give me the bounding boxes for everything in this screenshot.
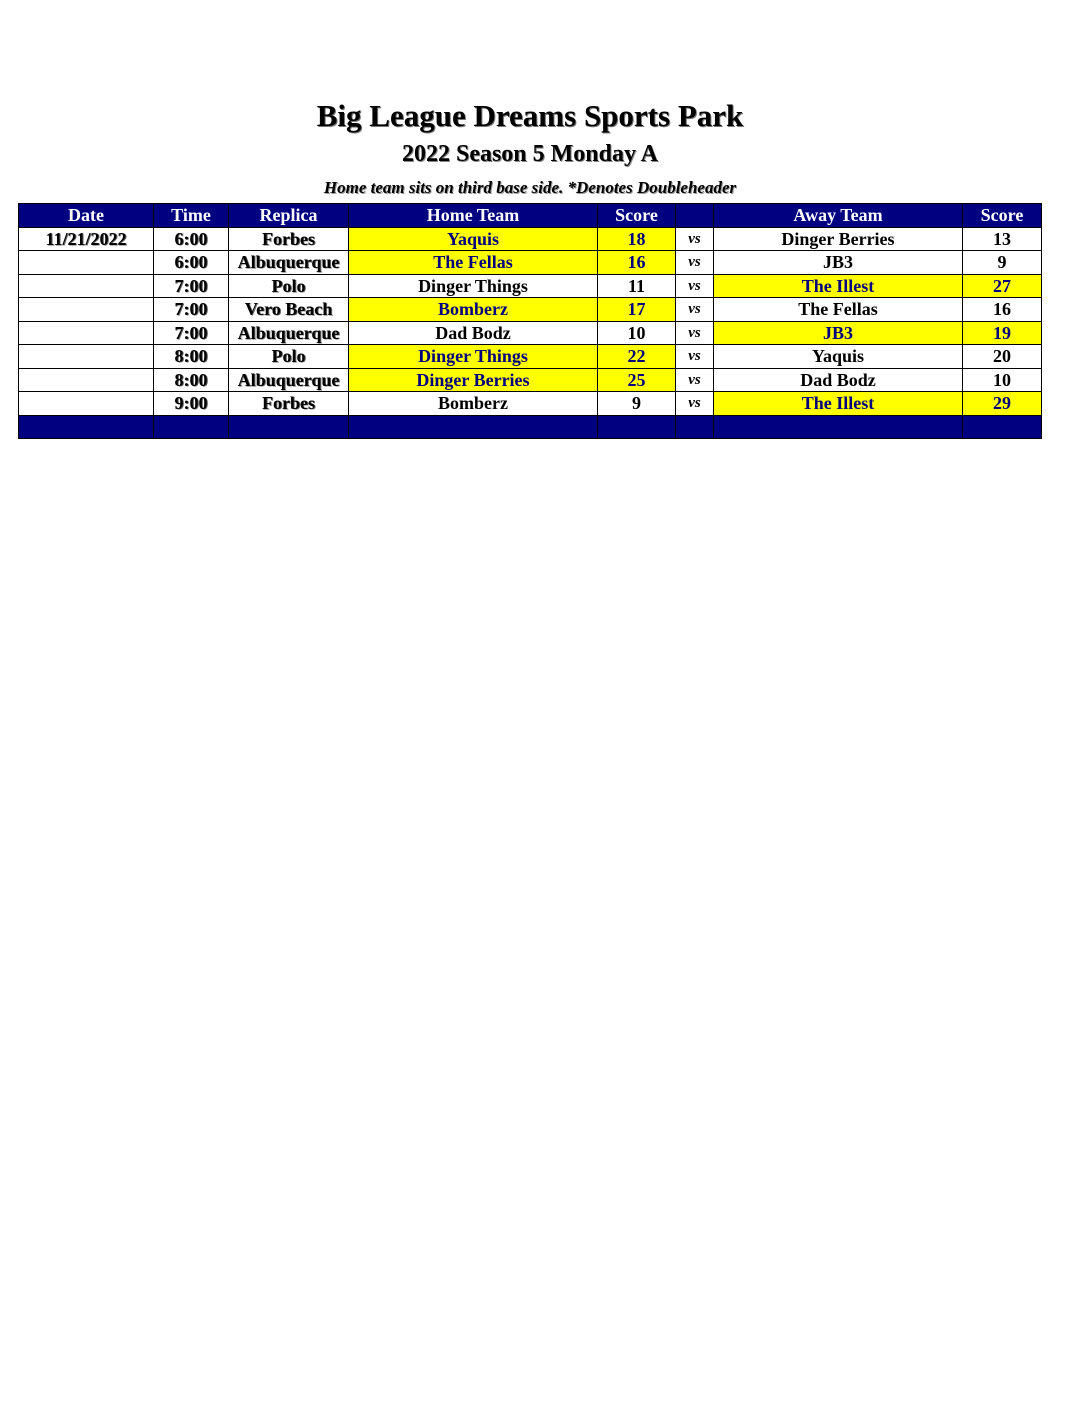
home-team-cell: Dinger Things bbox=[349, 345, 598, 369]
footer-cell bbox=[714, 415, 963, 439]
vs-cell: vs bbox=[676, 345, 714, 369]
footer-cell bbox=[19, 415, 154, 439]
footer-cell bbox=[598, 415, 676, 439]
table-row bbox=[19, 345, 1042, 369]
replica-cell: Forbes bbox=[229, 227, 349, 251]
away-score-cell: 10 bbox=[963, 368, 1042, 392]
col-header-time: Time bbox=[154, 204, 229, 228]
date-cell bbox=[19, 321, 154, 345]
col-header-away-team: Away Team bbox=[714, 204, 963, 228]
replica-cell: Forbes bbox=[229, 392, 349, 416]
home-team-cell: Dinger Things bbox=[349, 274, 598, 298]
col-header-home-team: Home Team bbox=[349, 204, 598, 228]
date-cell bbox=[19, 392, 154, 416]
table-row bbox=[19, 368, 1042, 392]
home-score-cell: 11 bbox=[598, 274, 676, 298]
replica-cell: Albuquerque bbox=[229, 251, 349, 275]
home-score-cell: 18 bbox=[598, 227, 676, 251]
away-score-cell: 29 bbox=[963, 392, 1042, 416]
away-team-cell: Dad Bodz bbox=[714, 368, 963, 392]
date-cell: 11/21/2022 bbox=[19, 227, 154, 251]
vs-cell: vs bbox=[676, 368, 714, 392]
date-cell bbox=[19, 368, 154, 392]
footer-cell bbox=[349, 415, 598, 439]
away-score-cell: 20 bbox=[963, 345, 1042, 369]
date-cell bbox=[19, 274, 154, 298]
home-score-cell: 22 bbox=[598, 345, 676, 369]
away-score-cell: 16 bbox=[963, 298, 1042, 322]
schedule-note: Home team sits on third base side. *Denotes Doubleheader bbox=[323, 178, 737, 197]
table-row bbox=[19, 392, 1042, 416]
away-score-cell: 9 bbox=[963, 251, 1042, 275]
header-row bbox=[19, 204, 1042, 228]
replica-cell: Albuquerque bbox=[229, 321, 349, 345]
home-team-cell: Yaquis bbox=[349, 227, 598, 251]
footer-cell bbox=[154, 415, 229, 439]
footer-row bbox=[19, 415, 1042, 439]
time-cell: 7:00 bbox=[154, 274, 229, 298]
date-cell bbox=[19, 345, 154, 369]
home-score-cell: 9 bbox=[598, 392, 676, 416]
away-team-cell: JB3 bbox=[714, 321, 963, 345]
away-team-cell: Yaquis bbox=[714, 345, 963, 369]
away-team-cell: The Illest bbox=[714, 274, 963, 298]
col-header-vs bbox=[676, 204, 714, 228]
replica-cell: Vero Beach bbox=[229, 298, 349, 322]
replica-cell: Albuquerque bbox=[229, 368, 349, 392]
footer-cell bbox=[676, 415, 714, 439]
away-team-cell: The Fellas bbox=[714, 298, 963, 322]
away-team-cell: Dinger Berries bbox=[714, 227, 963, 251]
page-title: Big League Dreams Sports Park bbox=[316, 98, 744, 133]
home-team-cell: Dad Bodz bbox=[349, 321, 598, 345]
away-score-cell: 27 bbox=[963, 274, 1042, 298]
table-row bbox=[19, 251, 1042, 275]
home-team-cell: The Fellas bbox=[349, 251, 598, 275]
away-score-cell: 19 bbox=[963, 321, 1042, 345]
away-team-cell: JB3 bbox=[714, 251, 963, 275]
schedule-table bbox=[18, 203, 1042, 439]
date-cell bbox=[19, 251, 154, 275]
home-team-cell: Bomberz bbox=[349, 392, 598, 416]
table-row bbox=[19, 321, 1042, 345]
replica-cell: Polo bbox=[229, 274, 349, 298]
vs-cell: vs bbox=[676, 227, 714, 251]
away-team-cell: The Illest bbox=[714, 392, 963, 416]
table-row bbox=[19, 298, 1042, 322]
vs-cell: vs bbox=[676, 298, 714, 322]
col-header-away-score: Score bbox=[963, 204, 1042, 228]
col-header-replica: Replica bbox=[229, 204, 349, 228]
time-cell: 7:00 bbox=[154, 321, 229, 345]
home-score-cell: 25 bbox=[598, 368, 676, 392]
table-row bbox=[19, 274, 1042, 298]
time-cell: 6:00 bbox=[154, 227, 229, 251]
replica-cell: Polo bbox=[229, 345, 349, 369]
vs-cell: vs bbox=[676, 251, 714, 275]
date-cell bbox=[19, 298, 154, 322]
time-cell: 7:00 bbox=[154, 298, 229, 322]
away-score-cell: 13 bbox=[963, 227, 1042, 251]
home-score-cell: 10 bbox=[598, 321, 676, 345]
home-score-cell: 17 bbox=[598, 298, 676, 322]
col-header-date: Date bbox=[19, 204, 154, 228]
home-score-cell: 16 bbox=[598, 251, 676, 275]
time-cell: 6:00 bbox=[154, 251, 229, 275]
vs-cell: vs bbox=[676, 321, 714, 345]
vs-cell: vs bbox=[676, 274, 714, 298]
table-row bbox=[19, 227, 1042, 251]
time-cell: 8:00 bbox=[154, 345, 229, 369]
footer-cell bbox=[229, 415, 349, 439]
time-cell: 9:00 bbox=[154, 392, 229, 416]
home-team-cell: Bomberz bbox=[349, 298, 598, 322]
time-cell: 8:00 bbox=[154, 368, 229, 392]
home-team-cell: Dinger Berries bbox=[349, 368, 598, 392]
vs-cell: vs bbox=[676, 392, 714, 416]
season-subtitle: 2022 Season 5 Monday A bbox=[401, 141, 659, 167]
col-header-home-score: Score bbox=[598, 204, 676, 228]
footer-cell bbox=[963, 415, 1042, 439]
